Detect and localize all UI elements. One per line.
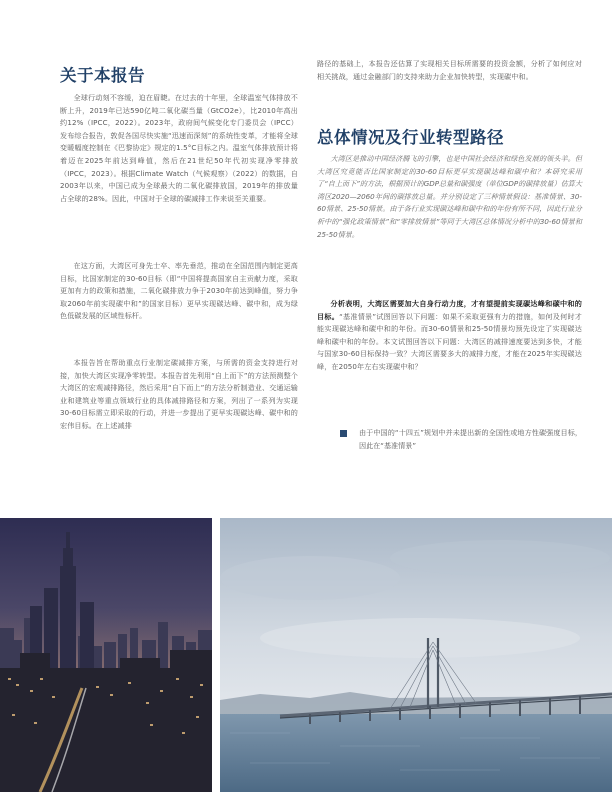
analysis-body-text: “基准情景”试图回答以下问题：如果不采取更强有力的措施，如何及何时才能实现碳达峰和碳中和的年份。而30-60情景和25-50情景均预先设定了实现碳达峰和碳中和的年份。本文试图回答以下问题：大湾区的减排速度要达到多快，才能与国家30-60目标保持一致？大湾区需要多大的减排力度，才能在2025年实现碳达峰，在2050年左右实现碳中和？ (317, 311, 582, 371)
intro-paragraph: 大湾区是推动中国经济腾飞的引擎，也是中国社会经济和绿色发展的领头羊。但大湾区究竟能否比国家制定的30-60目标更早实现碳达峰和碳中和？本研究采用了“自上而下”的方法，根据预计的GDP总量和碳强度（单位GDP的碳排放量）估算大湾区2020—2060年间的碳排放总量。并分别设定了三种情景假设：基准情景、30-60情景、25-50情景。由于各行业实现碳达峰和碳中和的年份有所不同，因此行业分析中的“强化政策情景”和“零排放情景”等同于大湾区总体情况分析中的30-60情景和25-50情景。 (317, 154, 582, 239)
section-title-about: 关于本报告 (60, 66, 145, 85)
right-paragraph-continued: 路径的基础上，本报告还估算了实现相关目标所需要的投资金额，分析了如何应对相关挑战，通过金融部门的支持来助力企业加快转型，实现碳中和。 (317, 59, 582, 81)
bullet-text: 由于中国的“十四五”规划中并未提出新的全国性或地方性碳强度目标，因此在“基准情景” (359, 428, 582, 450)
bridge-sea-photo (220, 518, 612, 792)
bullet-square-icon (340, 430, 347, 437)
left-paragraph-3: 本报告旨在帮助重点行业制定碳减排方案，与所需的资金支持进行对接，加快大湾区实现净零转型。本报告首先利用“自上而下”的方法预测整个大湾区的宏观减排路径，然后采用“自下而上”的方法分析制造业、交通运输业和建筑业等重点领域行业的具体减排路径和方案，列出了一系列为实现30-60目标需立即采取的行动，并进一步提出了更早实现碳达峰、碳中和的宏伟目标。在上述减排 (60, 358, 298, 430)
city-skyline-photo (0, 518, 212, 792)
left-paragraph-2: 在这方面，大湾区可身先士卒、率先垂范，推动在全国范围内制定更高目标，比国家制定的30-60目标（即“中国将提高国家自主贡献力度，采取更加有力的政策和措施，二氧化碳排放力争于2030年前达到峰值，努力争取2060年前实现碳中和”的国家目标）更早实现碳达峰、碳中和，成为绿色低碳发展的区域性标杆。 (60, 261, 298, 321)
right-paragraph-analysis (317, 298, 582, 374)
section-title-overview: 总体情况及行业转型路径 (317, 128, 504, 147)
analysis-lead-text: 分析表明，大湾区需要加大自身行动力度，才有望提前实现碳达峰和碳中和的目标。 (317, 299, 582, 321)
bullet-item (340, 427, 582, 452)
left-paragraph-1: 全球行动刻不容缓，迫在眉睫。在过去的十年里，全球温室气体排放不断上升，2019年已达590亿吨二氧化碳当量（GtCO2e），比2010年高出约12%（IPCC，2022）。2023年，政府间气候变化专门委员会（IPCC）发布综合报告，敦促各国尽快实施“迅速而深刻”的系统性变革，才能将全球变暖幅度控制在《巴黎协定》规定的1.5°C目标之内。温室气体排放预计将着迈在2025年前达到峰值，然后在21世纪50年代初实现净零排放（IPCC，2023）。根据Climate Watch（气候观察）（2022）的数据，自2003年以来，中国已成为全球最大的二氧化碳排放国，2019年的排放量占全球的28%。因此，中国对于全球的碳减排工作来说至关重要。 (60, 93, 298, 203)
